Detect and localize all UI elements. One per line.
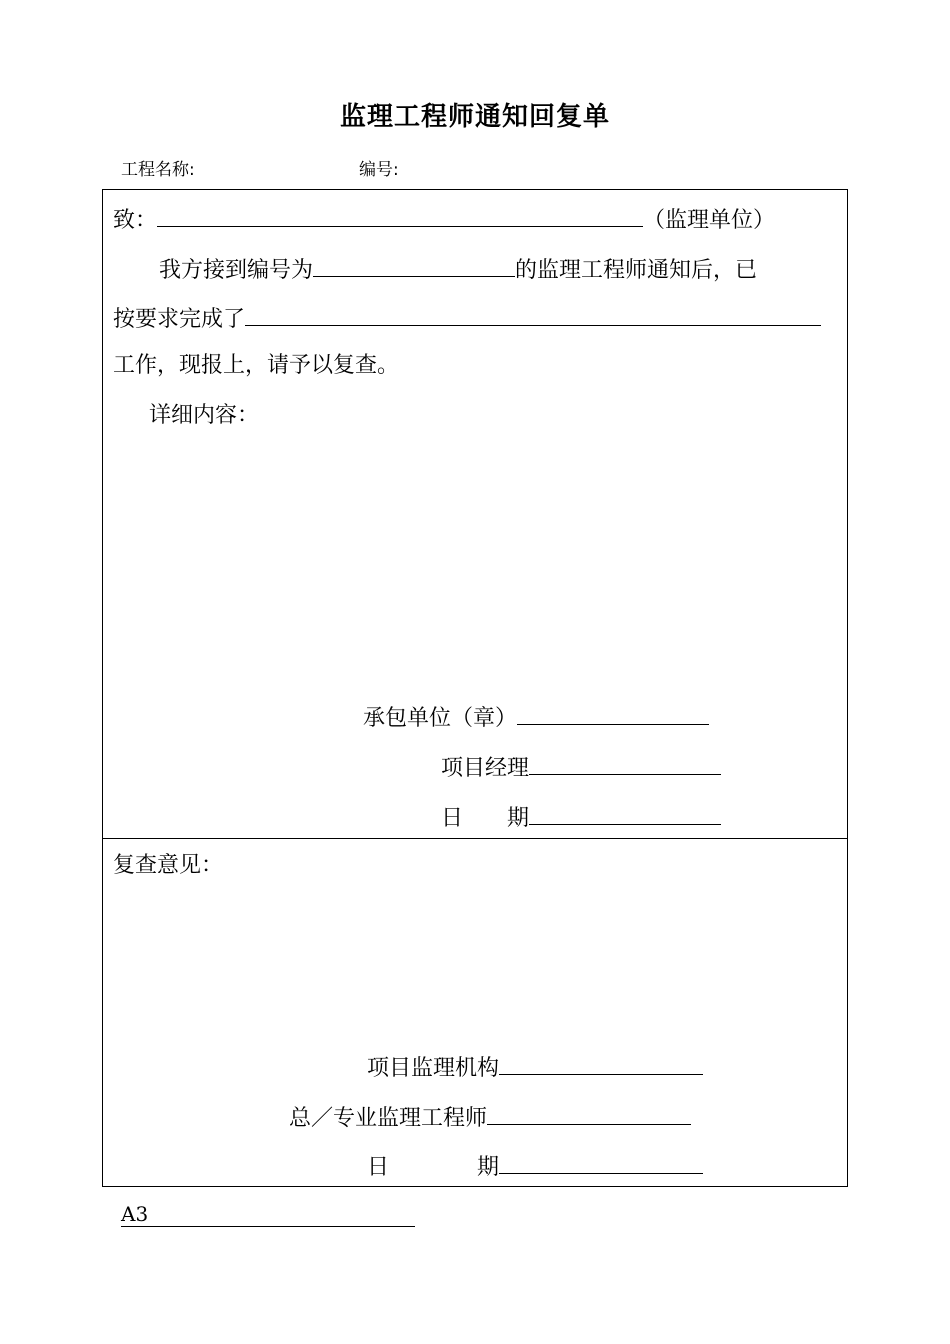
project-manager-label: 项目经理 bbox=[441, 756, 530, 781]
supervision-org-row bbox=[367, 1052, 703, 1082]
page-title: 监理工程师通知回复单 bbox=[339, 102, 610, 132]
reply-form bbox=[102, 189, 848, 1187]
contractor-date-blank-field[interactable] bbox=[529, 802, 721, 825]
supervising-engineer-row bbox=[289, 1102, 691, 1132]
supervisor-date-blank-field[interactable] bbox=[499, 1151, 703, 1174]
supervising-engineer-blank-field[interactable] bbox=[487, 1102, 691, 1125]
details-label: 详细内容： bbox=[149, 403, 260, 428]
contractor-date-label: 日 期 bbox=[441, 806, 530, 831]
project-name-label: 工程名称: bbox=[121, 160, 195, 180]
supervisor-date-row bbox=[367, 1151, 703, 1181]
body-line-2 bbox=[113, 303, 821, 333]
supervision-org-blank-field[interactable] bbox=[499, 1052, 703, 1075]
project-manager-row bbox=[441, 752, 721, 782]
supervising-engineer-label: 总／专业监理工程师 bbox=[289, 1106, 488, 1131]
to-blank-field[interactable] bbox=[157, 204, 643, 227]
number-label: 编号: bbox=[359, 160, 399, 180]
to-suffix: （监理单位） bbox=[643, 208, 776, 233]
notice-number-blank-field[interactable] bbox=[313, 254, 515, 277]
contractor-unit-row bbox=[363, 702, 709, 732]
supervisor-date-label: 日 期 bbox=[367, 1155, 500, 1180]
contractor-unit-label: 承包单位（章） bbox=[363, 706, 518, 731]
project-manager-blank-field[interactable] bbox=[529, 752, 721, 775]
body-line-3: 工作，现报上，请予以复查。 bbox=[113, 353, 400, 378]
to-row bbox=[113, 204, 775, 234]
section-divider bbox=[103, 838, 847, 839]
supervision-org-label: 项目监理机构 bbox=[367, 1056, 500, 1081]
completed-work-blank-field[interactable] bbox=[245, 303, 821, 326]
body-line1-suffix: 的监理工程师通知后，已 bbox=[515, 258, 758, 283]
body-line-1 bbox=[159, 254, 757, 284]
contractor-unit-blank-field[interactable] bbox=[517, 702, 709, 725]
form-code: A3 bbox=[121, 1202, 415, 1227]
contractor-date-row bbox=[441, 802, 721, 832]
body-line1-prefix: 我方接到编号为 bbox=[159, 258, 314, 283]
body-line2-prefix: 按要求完成了 bbox=[113, 307, 246, 332]
review-opinion-label: 复查意见： bbox=[113, 853, 224, 878]
to-label: 致： bbox=[113, 208, 158, 233]
